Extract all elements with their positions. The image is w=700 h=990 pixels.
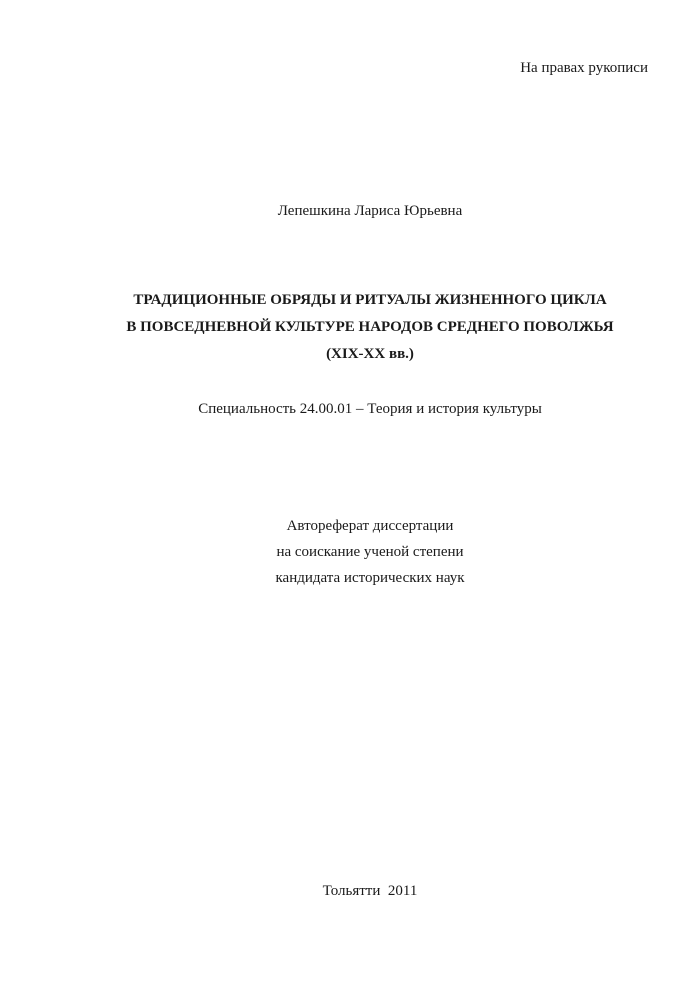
title-line: (XIX-XX вв.)	[326, 346, 414, 362]
specialty-line: Специальность 24.00.01 – Теория и история культуры	[198, 401, 542, 417]
title-line: ТРАДИЦИОННЫЕ ОБРЯДЫ И РИТУАЛЫ ЖИЗНЕННОГО ЦИКЛА	[133, 292, 607, 308]
place-year: Тольятти 2011	[322, 883, 418, 899]
rights-notice: На правах рукописи	[520, 60, 648, 76]
abstract-line: на соискание ученой степени	[276, 544, 464, 560]
abstract-line: Автореферат диссертации	[286, 518, 454, 534]
title-line: В ПОВСЕДНЕВНОЙ КУЛЬТУРЕ НАРОДОВ СРЕДНЕГО ПОВОЛЖЬЯ	[126, 319, 614, 335]
abstract-line: кандидата исторических наук	[275, 570, 465, 586]
dissertation-title	[0, 287, 700, 368]
abstract-note	[0, 513, 700, 591]
author-name: Лепешкина Лариса Юрьевна	[277, 203, 463, 219]
